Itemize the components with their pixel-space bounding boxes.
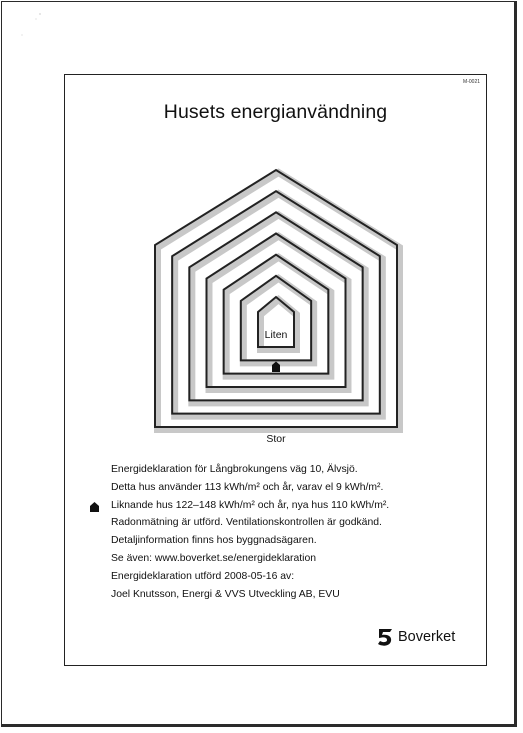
- info-website: Se även: www.boverket.se/energideklaration: [111, 552, 317, 564]
- scale-small-label: Liten: [264, 329, 288, 341]
- info-this-house-usage: Detta hus använder 113 kWh/m² och år, varav el 9 kWh/m².: [111, 481, 384, 493]
- info-radon-ventilation: Radonmätning är utförd. Ventilationskontrollen är godkänd.: [111, 517, 382, 529]
- info-date: Energideklaration utförd 2008-05-16 av:: [111, 570, 295, 582]
- form-code: M-0021: [463, 79, 480, 85]
- brand-name: Boverket: [398, 629, 456, 645]
- info-author: Joel Knutsson, Energi & VVS Utveckling AB, EVU: [111, 588, 340, 600]
- info-address: Energideklaration för Långbrokungens väg 10, Älvsjö.: [111, 464, 358, 475]
- info-similar-houses: Liknande hus 122–148 kWh/m² och år, nya hus 110 kWh/m².: [111, 499, 390, 511]
- info-details: Detaljinformation finns hos byggnadsägaren.: [111, 535, 317, 547]
- scale-large-label: Stor: [266, 433, 286, 445]
- page-title: Husets energianvändning: [163, 101, 388, 123]
